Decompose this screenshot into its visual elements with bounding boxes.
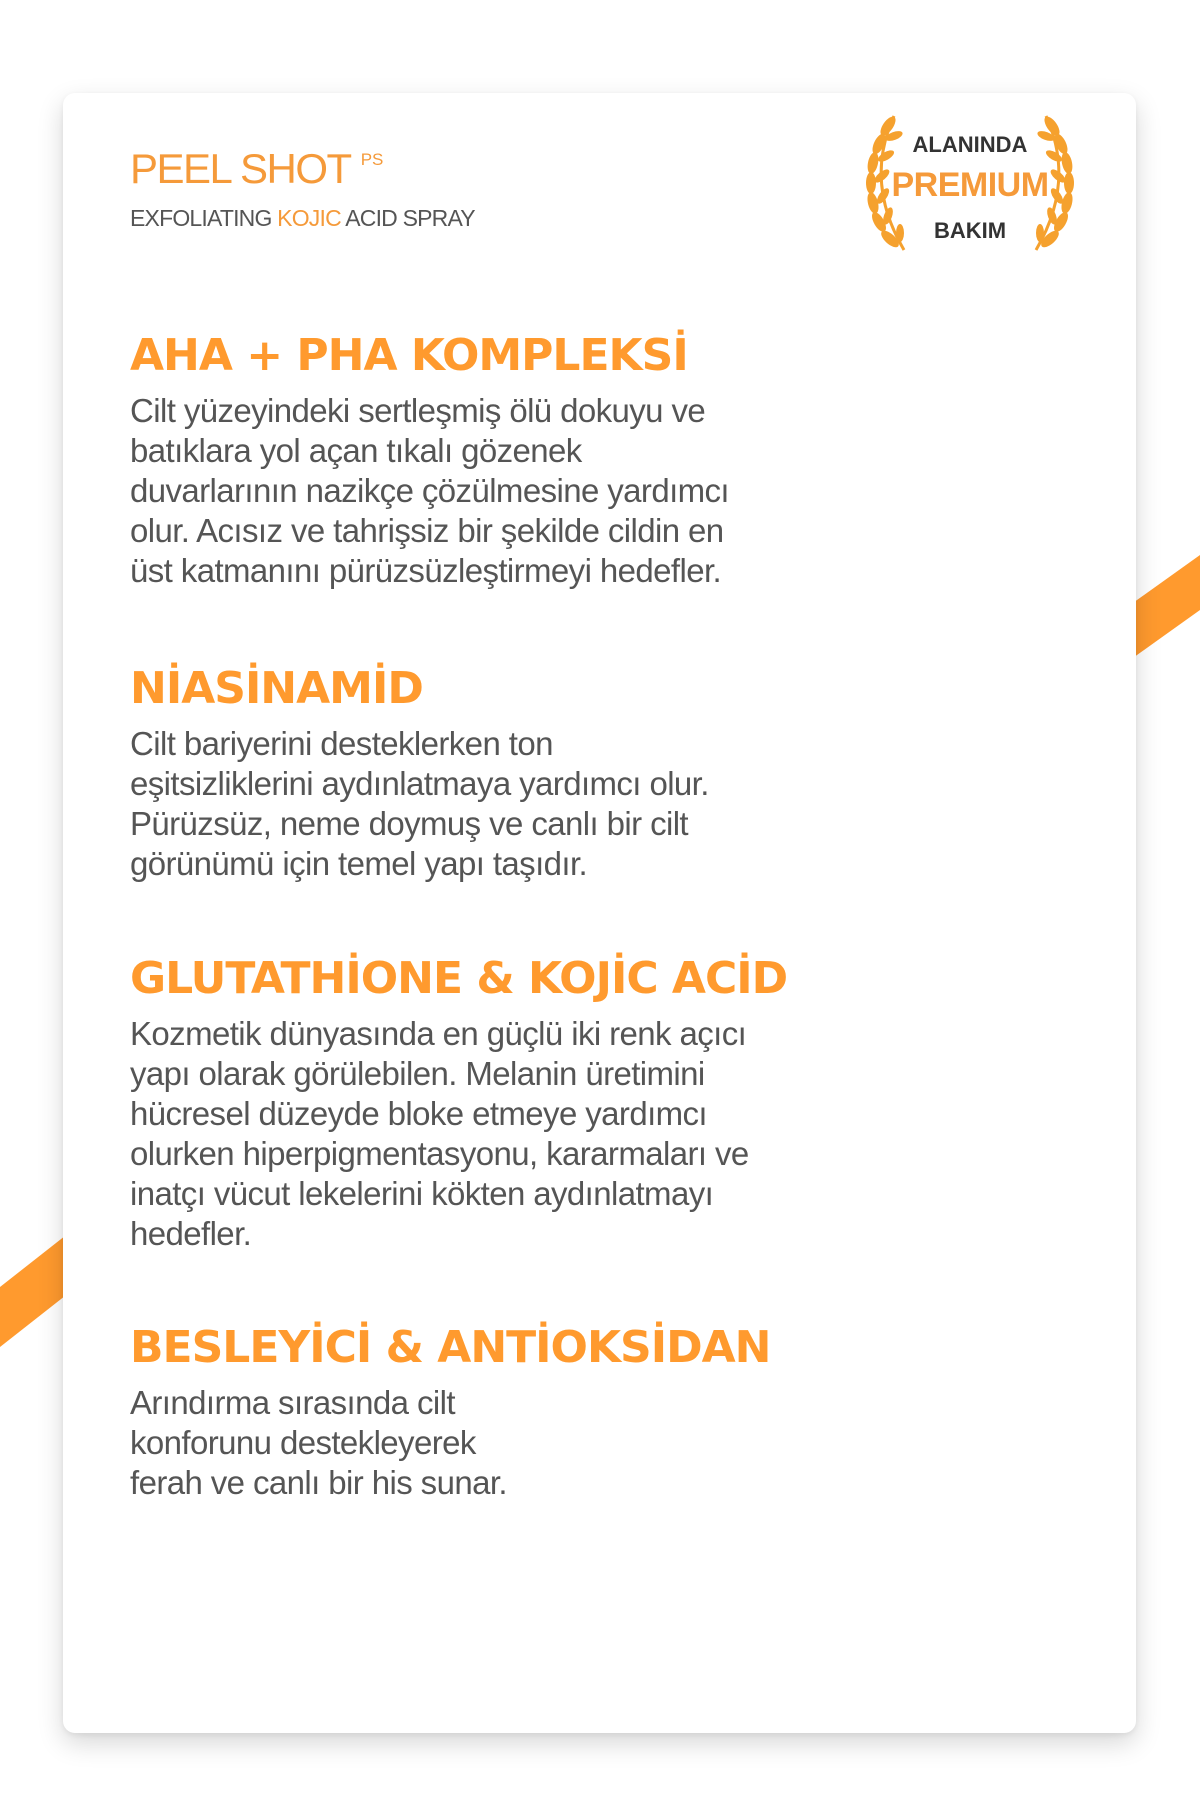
brand-title — [130, 145, 384, 192]
product-tagline — [130, 205, 475, 232]
brand-name: PEEL SHOT — [130, 145, 351, 192]
premium-badge — [858, 112, 1082, 264]
section-heading: AHA + PHA KOMPLEKSİ — [130, 330, 688, 381]
tagline-before: EXFOLIATING — [130, 205, 278, 231]
brand-sup: PS — [360, 150, 384, 169]
orange-stripe-left — [0, 1232, 70, 1347]
badge-line-1: ALANINDA — [912, 132, 1028, 157]
badge-line-3: BAKIM — [933, 218, 1007, 243]
section-body: Cilt bariyerini desteklerken ton eşitsizliklerini aydınlatmaya yardımcı olur. Pürüzsüz, neme doymuş ve canlı bir cilt görünümü için temel yapı taşıdır. — [130, 724, 709, 882]
orange-stripe-right — [1130, 555, 1200, 665]
section-heading: NİASİNAMİD — [130, 663, 423, 714]
section-aha-pha — [130, 330, 890, 591]
tagline-highlight: KOJIC — [277, 205, 341, 231]
section-niasinamid — [130, 663, 890, 884]
tagline-after: ACID SPRAY — [340, 205, 475, 231]
section-besleyici — [130, 1322, 890, 1503]
section-heading: GLUTATHİONE & KOJİC ACİD — [130, 953, 788, 1004]
section-glutathione — [130, 953, 890, 1254]
badge-line-2: PREMIUM — [891, 166, 1049, 204]
section-body: Cilt yüzeyindeki sertleşmiş ölü dokuyu ve batıklara yol açan tıkalı gözenek duvarlarının nazikçe çözülmesine yardımcı olur. Acısız ve tahrişsiz bir şekilde cildin en üst katmanını pürüzsüzleştirmeyi hedefler. — [130, 391, 730, 589]
section-body: Kozmetik dünyasında en güçlü iki renk açıcı yapı olarak görülebilen. Melanin üretimini hücresel düzeyde bloke etmeye yardımcı olurken hiperpigmentasyonu, kararmaları ve inatçı vücut lekelerini kökten aydınlatmayı hedefler. — [130, 1014, 749, 1252]
section-heading: BESLEYİCİ & ANTİOKSİDAN — [130, 1322, 771, 1373]
section-body: Arındırma sırasında cilt konforunu destekleyerek ferah ve canlı bir his sunar. — [130, 1383, 507, 1501]
